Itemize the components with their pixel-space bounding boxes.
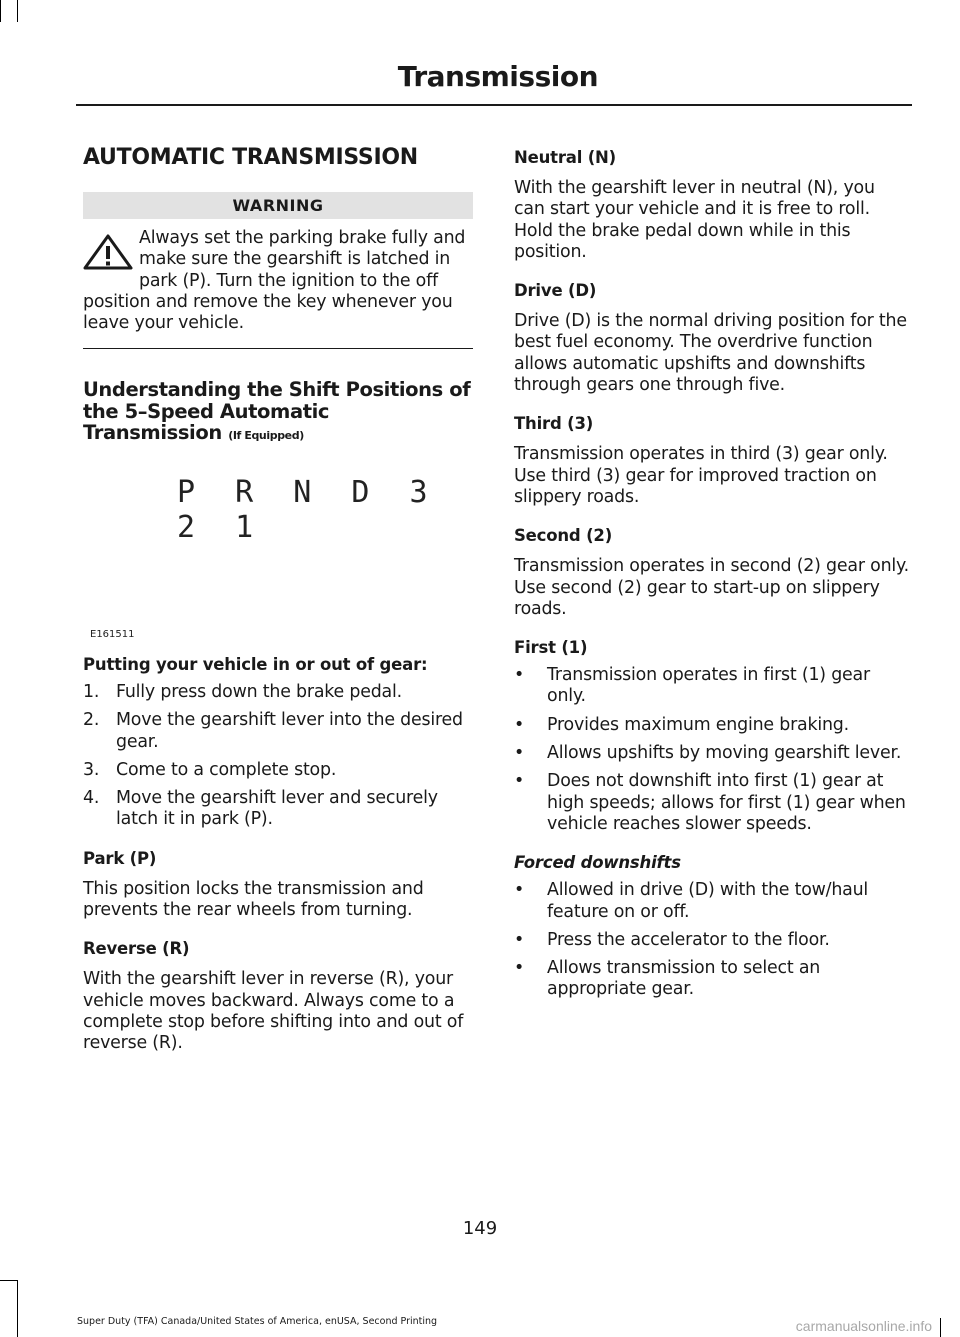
list-item: • Allows transmission to select an appropriate gear. xyxy=(514,958,821,1000)
gear-indicator-letters: P R N D 3 2 1 xyxy=(177,474,439,545)
subsection-heading xyxy=(83,379,473,447)
page-header-title: Transmission xyxy=(397,60,598,93)
left-column xyxy=(83,145,473,1055)
warning-triangle-icon xyxy=(83,234,133,270)
neutral-text: With the gearshift lever in neutral (N), you can start your vehicle and it is free to roll. Hold the brake pedal down while in this position. xyxy=(514,178,875,262)
crop-mark xyxy=(940,1318,941,1337)
warning-label: WARNING xyxy=(83,192,473,219)
drive-text: Drive (D) is the normal driving position for the best fuel economy. The overdrive function allows automatic upshifts and downshifts through gears one through five. xyxy=(514,311,907,396)
list-item: • Press the accelerator to the floor. xyxy=(514,929,830,950)
section-heading: AUTOMATIC TRANSMISSION xyxy=(83,145,418,170)
park-heading: Park (P) xyxy=(83,848,157,868)
page-number: 149 xyxy=(462,1218,498,1239)
list-item: • Transmission operates in first (1) gear only. xyxy=(514,665,870,707)
list-item: 3. Come to a complete stop. xyxy=(83,759,337,780)
gear-procedure-heading: Putting your vehicle in or out of gear: xyxy=(83,654,428,674)
drive-heading: Drive (D) xyxy=(514,281,597,301)
crop-mark xyxy=(17,0,18,22)
gear-procedure-steps xyxy=(83,682,473,831)
third-heading: Third (3) xyxy=(514,414,594,434)
list-item: 4. Move the gearshift lever and securely latch it in park (P). xyxy=(83,788,438,830)
list-item: 1. Fully press down the brake pedal. xyxy=(83,681,402,702)
crop-mark xyxy=(0,1280,18,1281)
forced-downshifts-heading: Forced downshifts xyxy=(514,853,681,873)
neutral-heading: Neutral (N) xyxy=(514,148,616,167)
gear-indicator-figure xyxy=(83,455,473,655)
subsection-heading-text: Understanding the Shift Positions of the 5–Speed Automatic Transmission xyxy=(83,378,471,445)
watermark: carmanualsonline.info xyxy=(795,1318,932,1334)
list-item: • Does not downshift into first (1) gear at high speeds; allows for first (1) gear when vehicle reaches slower speeds. xyxy=(514,771,906,834)
second-heading: Second (2) xyxy=(514,526,613,546)
list-item: • Provides maximum engine braking. xyxy=(514,714,849,735)
reverse-heading: Reverse (R) xyxy=(83,939,190,959)
reverse-text: With the gearshift lever in reverse (R), your vehicle moves backward. Always come to a complete stop before shifting into and out of reverse (R). xyxy=(83,969,464,1054)
park-text: This position locks the transmission and prevents the rear wheels from turning. xyxy=(83,878,424,921)
warning-box xyxy=(83,228,473,349)
forced-downshifts-list xyxy=(514,880,909,1000)
third-text: Transmission operates in third (3) gear only. Use third (3) gear for improved traction on slippery roads. xyxy=(514,444,888,507)
first-gear-list xyxy=(514,665,909,835)
figure-id: E161511 xyxy=(90,628,135,640)
list-item: • Allows upshifts by moving gearshift lever. xyxy=(514,743,902,764)
footer-text: Super Duty (TFA) Canada/United States of America, enUSA, Second Printing xyxy=(77,1316,438,1327)
second-text: Transmission operates in second (2) gear only. Use second (2) gear to start-up on slippery roads. xyxy=(514,556,909,619)
list-item: • Allowed in drive (D) with the tow/haul feature on or off. xyxy=(514,880,869,922)
header-divider xyxy=(76,104,912,106)
first-heading: First (1) xyxy=(514,638,588,658)
right-column xyxy=(514,145,909,1001)
warning-text: Always set the parking brake fully and make sure the gearshift is latched in park (P). Turn the ignition to the off position and remove the key whenever you leave your vehicle. xyxy=(83,228,466,334)
crop-mark xyxy=(0,0,1,22)
crop-mark xyxy=(17,1280,18,1337)
if-equipped-note: (If Equipped) xyxy=(228,429,304,443)
list-item: 2. Move the gearshift lever into the desired gear. xyxy=(83,710,463,752)
